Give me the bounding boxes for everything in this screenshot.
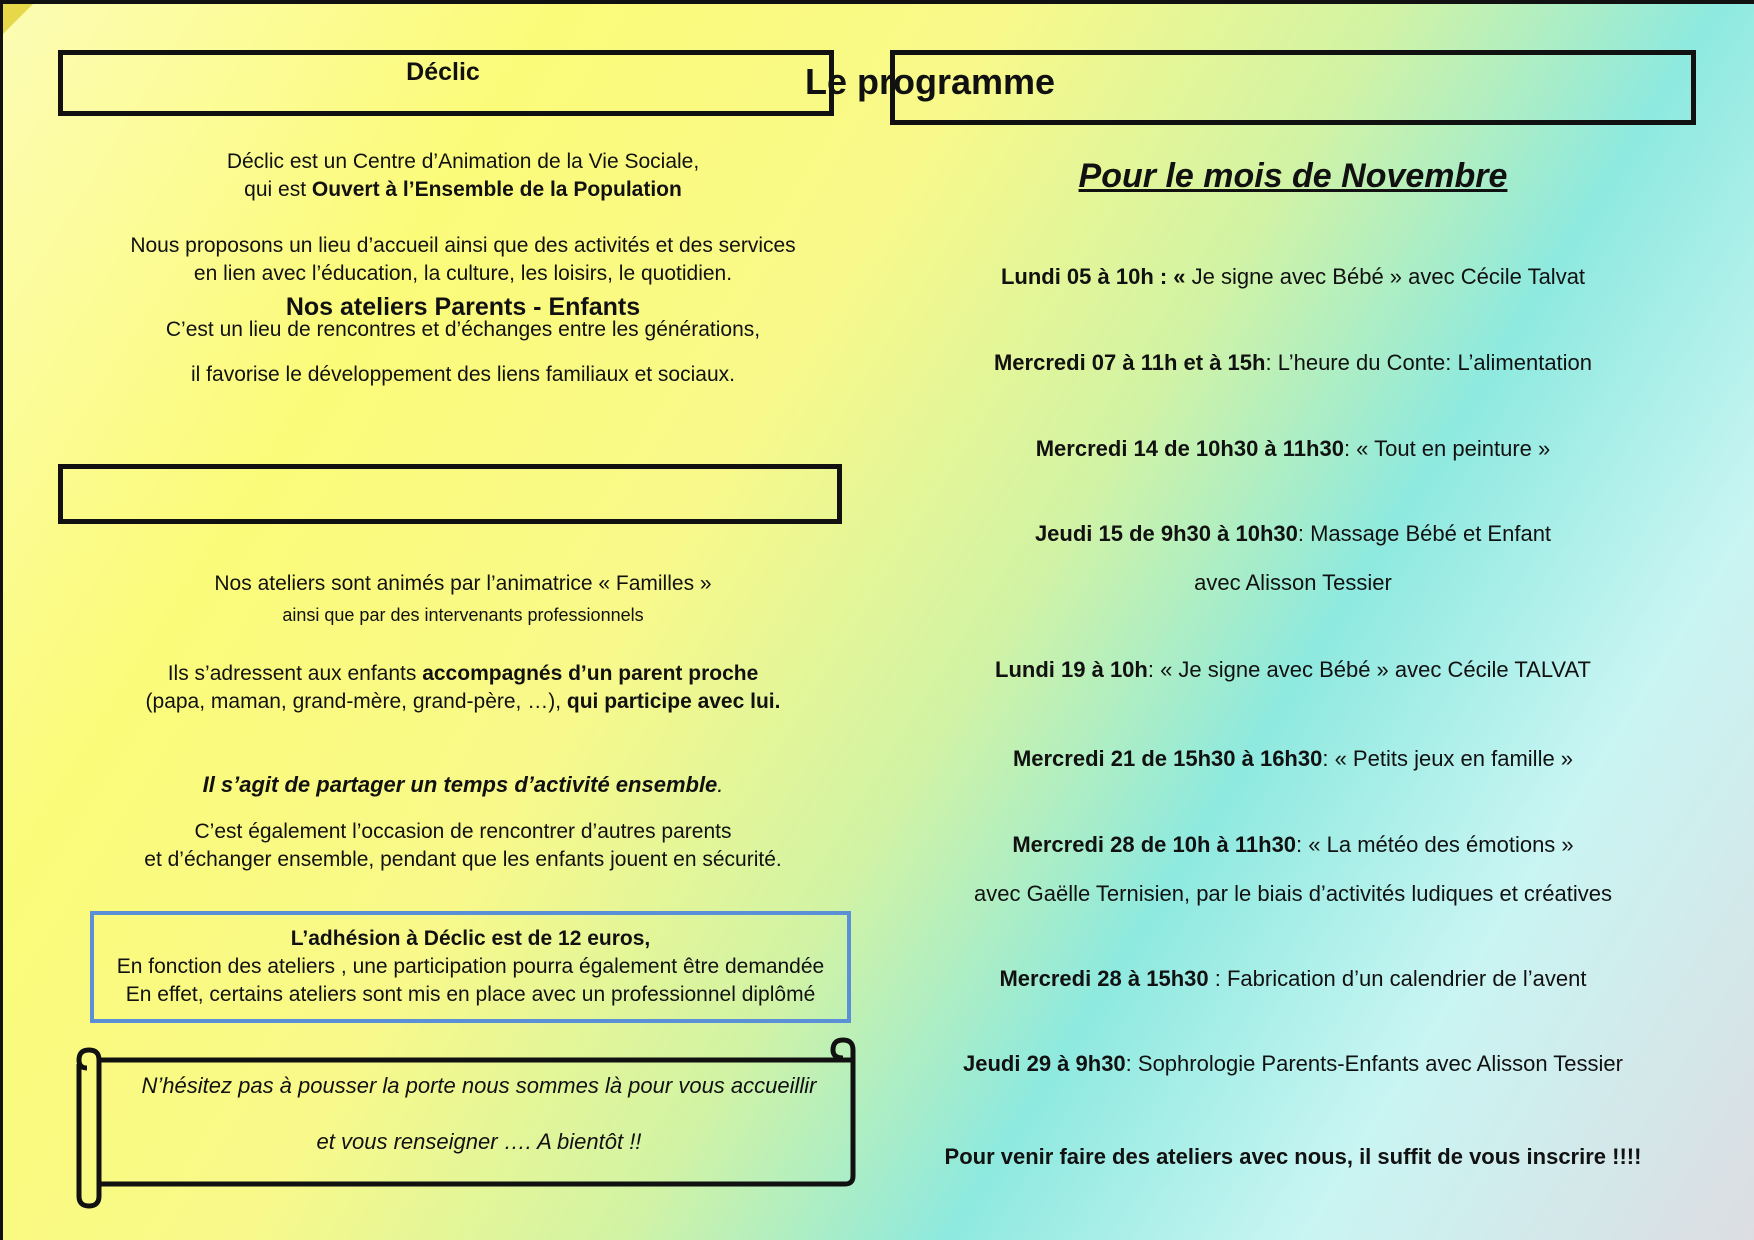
event-5-what: : « Je signe avec Bébé » avec Cécile TALVAT xyxy=(1147,657,1591,682)
intro-line-2-bold: Ouvert à l’Ensemble de la Population xyxy=(311,178,682,201)
adhesion-line-3: En effet, certains ateliers sont mis en place avec un professionnel diplômé xyxy=(125,983,816,1006)
event-8-what: : Fabrication d’un calendrier de l’avent xyxy=(1208,966,1587,991)
event-5-when: Lundi 19 à 10h xyxy=(995,657,1148,682)
adhesion-line-1: L’adhésion à Déclic est de 12 euros, xyxy=(290,927,651,950)
ateliers-emphasis-text: Il s’agit de partager un temps d’activité ensemble xyxy=(202,772,718,797)
ateliers-emphasis-end: . xyxy=(717,772,724,797)
event-1-when: Lundi 05 à 10h : « xyxy=(1000,264,1186,289)
ateliers-emphasis xyxy=(63,770,863,800)
intro-line-6: il favorise le développement des liens familiaux et sociaux. xyxy=(191,363,735,386)
event-2 xyxy=(883,348,1703,378)
ateliers-line-3-bold: accompagnés d’un parent proche xyxy=(422,662,759,685)
event-7-what: : « La météo des émotions » xyxy=(1296,832,1574,857)
empty-title-box xyxy=(58,464,842,524)
event-4-what: : Massage Bébé et Enfant xyxy=(1297,521,1552,546)
event-2-when: Mercredi 07 à 11h et à 15h xyxy=(993,350,1266,375)
event-3-what: : « Tout en peinture » xyxy=(1343,436,1551,461)
event-7 xyxy=(883,830,1703,860)
event-1-what: Je signe avec Bébé » avec Cécile Talvat xyxy=(1185,264,1586,289)
event-6 xyxy=(883,744,1703,774)
event-8-when: Mercredi 28 à 15h30 xyxy=(999,966,1209,991)
scroll-banner-shape xyxy=(69,1034,869,1210)
page-corner-accent xyxy=(3,4,33,34)
ateliers-line-1: Nos ateliers sont animés par l’animatrice « Familles » xyxy=(214,572,712,595)
intro-line-5: C’est un lieu de rencontres et d’échanges entre les générations, xyxy=(165,318,761,341)
programme-footer: Pour venir faire des ateliers avec nous, il suffit de vous inscrire !!!! xyxy=(944,1144,1642,1169)
adhesion-box xyxy=(90,911,851,1023)
intro-line-3: Nous proposons un lieu d’accueil ainsi que des activités et des services xyxy=(130,234,796,257)
declic-title: Déclic xyxy=(406,58,480,86)
event-4 xyxy=(883,519,1703,549)
event-5 xyxy=(883,655,1703,685)
event-6-what: : « Petits jeux en famille » xyxy=(1322,746,1574,771)
event-6-when: Mercredi 21 de 15h30 à 16h30 xyxy=(1012,746,1323,771)
intro-line-4: en lien avec l’éducation, la culture, les loisirs, le quotidien. xyxy=(193,262,733,285)
event-3 xyxy=(883,434,1703,464)
event-2-what: : L’heure du Conte: L’alimentation xyxy=(1265,350,1593,375)
scroll-line-1: N’hésitez pas à pousser la porte nous sommes là pour vous accueillir xyxy=(141,1073,817,1098)
ateliers-line-4 xyxy=(63,688,863,716)
ateliers-line-4-text: (papa, maman, grand-mère, grand-père, …), xyxy=(145,690,567,713)
event-9 xyxy=(883,1049,1703,1079)
event-7-when: Mercredi 28 de 10h à 11h30 xyxy=(1012,832,1297,857)
ateliers-line-2: ainsi que par des intervenants professionnels xyxy=(282,605,644,625)
ateliers-line-4-bold: qui participe avec lui. xyxy=(566,690,781,713)
event-7-extra: avec Gaëlle Ternisien, par le biais d’activités ludiques et créatives xyxy=(974,881,1612,906)
intro-line-1: Déclic est un Centre d’Animation de la Vie Sociale, xyxy=(226,150,700,173)
ateliers-line-6: et d’échanger ensemble, pendant que les enfants jouent en sécurité. xyxy=(144,848,782,871)
event-1 xyxy=(883,262,1703,292)
programme-title: Le programme xyxy=(805,61,1056,102)
event-3-when: Mercredi 14 de 10h30 à 11h30 xyxy=(1035,436,1344,461)
ateliers-line-3 xyxy=(63,660,863,688)
intro-line-2 xyxy=(63,176,863,204)
month-title: Pour le mois de Novembre xyxy=(1078,157,1508,195)
event-4-when: Jeudi 15 de 9h30 à 10h30 xyxy=(1034,521,1298,546)
intro-line-2-text: qui est xyxy=(244,178,312,201)
adhesion-line-2: En fonction des ateliers , une participation pourra également être demandée xyxy=(116,955,825,978)
event-8 xyxy=(883,964,1703,994)
event-9-when: Jeudi 29 à 9h30 xyxy=(963,1051,1126,1076)
ateliers-heading: Nos ateliers Parents - Enfants xyxy=(285,293,641,321)
event-4-extra: avec Alisson Tessier xyxy=(1194,570,1392,595)
scroll-line-2: et vous renseigner …. A bientôt !! xyxy=(316,1129,642,1154)
ateliers-line-5: C’est également l’occasion de rencontrer d’autres parents xyxy=(194,820,732,843)
event-9-what: : Sophrologie Parents-Enfants avec Alisson Tessier xyxy=(1125,1051,1623,1076)
ateliers-line-3-text: Ils s’adressent aux enfants xyxy=(167,662,423,685)
